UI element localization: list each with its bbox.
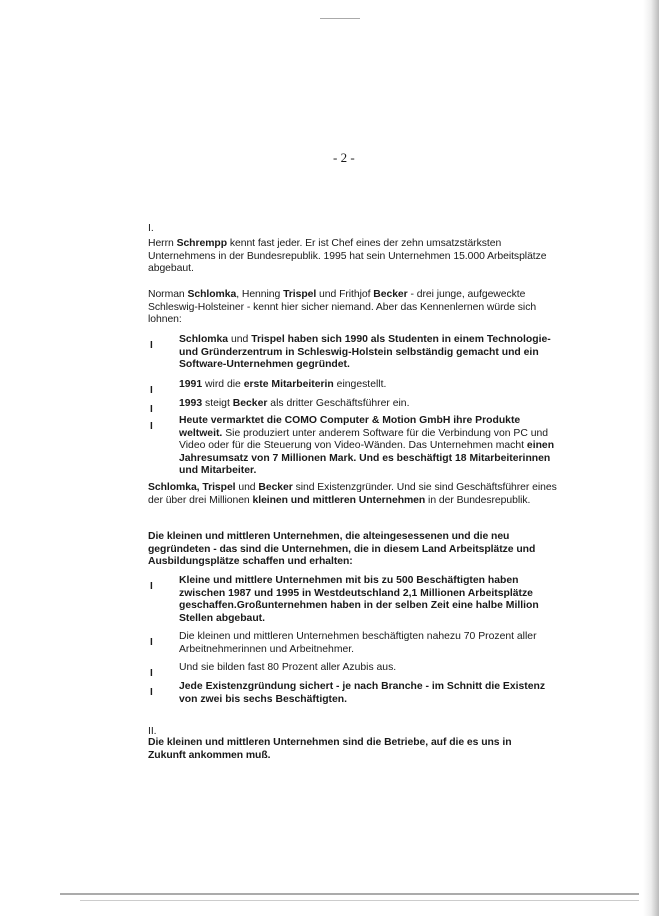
scan-artifact	[320, 18, 360, 19]
list-item	[179, 379, 559, 392]
text: in der Bundesrepublik.	[425, 494, 531, 506]
closing-paragraph	[148, 737, 548, 762]
bullet-marker: I	[150, 581, 153, 592]
bold-text: Trispel haben sich 1990 als Studenten in einem Technologie- und Gründerzentrum in Schleswig-Holstein selbständig gemacht und ein Software-Unternehmen gegründet.	[179, 334, 551, 371]
bullet-marker: I	[150, 421, 153, 432]
scan-artifact	[60, 893, 639, 895]
text: und Frithjof	[316, 289, 374, 300]
scan-edge-shadow	[619, 0, 659, 916]
bold-text: Schlomka, Trispel	[148, 482, 236, 493]
bold-text: Schrempp	[176, 238, 227, 249]
text: kennt fast jeder. Er ist Chef eines der zehn umsatzstärksten Unternehmens in der Bundesrepublik. 1995 hat sein Unternehmen 15.000 Arbeitsplätze abgebaut.	[148, 238, 547, 275]
text: und	[228, 334, 252, 345]
page-number: - 2 -	[333, 150, 355, 165]
bold-text: Schlomka	[179, 334, 229, 345]
bullet-marker: I	[150, 385, 153, 396]
text: eingestellt.	[333, 379, 387, 390]
bold-text: Heute vermarktet die COMO Computer & Motion GmbH ihre Produkte weltweit.	[179, 415, 521, 439]
paragraph	[148, 289, 558, 327]
bullet-marker: I	[150, 687, 153, 698]
paragraph	[148, 531, 548, 569]
paragraph	[148, 482, 560, 507]
bold-text: einen Jahresumsatz von 7 Millionen Mark. Und es beschäftigt 18 Mitarbeiterinnen und Mitarbeiter.	[179, 440, 555, 477]
list-item	[179, 681, 559, 706]
scan-artifact	[80, 900, 639, 901]
list-item	[179, 398, 559, 411]
bullet-marker: I	[150, 340, 153, 351]
bold-text: kleinen und mittleren Unternehmen	[252, 494, 426, 506]
list-item	[179, 575, 559, 625]
bullet-marker: I	[150, 668, 153, 679]
text: Die kleinen und mittleren Unternehmen beschäftigten nahezu 70 Prozent aller Arbeitnehmerinnen und Arbeitnehmer.	[179, 631, 537, 655]
text: Norman	[148, 289, 188, 300]
list-item	[179, 334, 559, 372]
bold-text: Die kleinen und mittleren Unternehmen, die alteingesessenen und die neu gegründeten - das sind die Unternehmen, die in diesem Land Arbeitsplätze und Ausbildungsplätze schaffen und erhalten:	[148, 531, 536, 568]
list-item	[179, 631, 559, 656]
text: - drei junge, aufgeweckte Schleswig-Holsteiner - kennt hier sicher niemand. Aber das Kennenlernen würde sich lohnen:	[148, 289, 537, 326]
bold-text: erste Mitarbeiterin	[243, 379, 334, 390]
bold-text: 1993	[179, 398, 203, 409]
text: , Henning	[236, 289, 284, 300]
bold-text: Die kleinen und mittleren Unternehmen sind die Betriebe, auf die es uns in Zukunft ankommen muß.	[148, 737, 512, 761]
bold-text: Kleine und mittlere Unternehmen mit bis zu 500 Beschäftigten haben zwischen 1987 und 1995 in Westdeutschland 2,1 Millionen Arbeitsplätze geschaffen.Großunternehmen haben in der selben Zeit eine halbe Million Stellen abgebaut.	[179, 575, 539, 624]
bold-text: 1991	[179, 379, 203, 390]
bold-text: Becker	[258, 482, 293, 493]
list-item	[179, 662, 559, 675]
text: sind Existenzgründer. Und sie sind Geschäftsführer eines der über drei Millionen	[148, 482, 557, 506]
bold-text: Becker	[373, 289, 408, 300]
list-item	[179, 415, 559, 478]
bold-text: Jede Existenzgründung sichert - je nach Branche - im Schnitt die Existenz von zwei bis sechs Beschäftigten.	[179, 681, 546, 705]
text: steigt	[202, 398, 233, 409]
text: Herrn	[148, 238, 177, 249]
text: als dritter Geschäftsführer ein.	[267, 398, 410, 409]
text: wird die	[202, 379, 244, 390]
section-heading-2: II.	[148, 726, 157, 737]
text: und	[235, 482, 259, 493]
section-heading-1: I.	[148, 223, 154, 234]
bold-text: Schlomka	[187, 289, 237, 300]
bold-text: Trispel	[283, 289, 317, 300]
text: Sie produziert unter anderem Software für die Verbindung von PC und Video oder für die Steuerung von Video-Wänden. Das Unternehmen macht	[179, 427, 549, 452]
bullet-marker: I	[150, 404, 153, 415]
text: Und sie bilden fast 80 Prozent aller Azubis aus.	[179, 662, 397, 673]
paragraph	[148, 238, 548, 276]
bullet-marker: I	[150, 637, 153, 648]
bold-text: Becker	[232, 398, 268, 409]
